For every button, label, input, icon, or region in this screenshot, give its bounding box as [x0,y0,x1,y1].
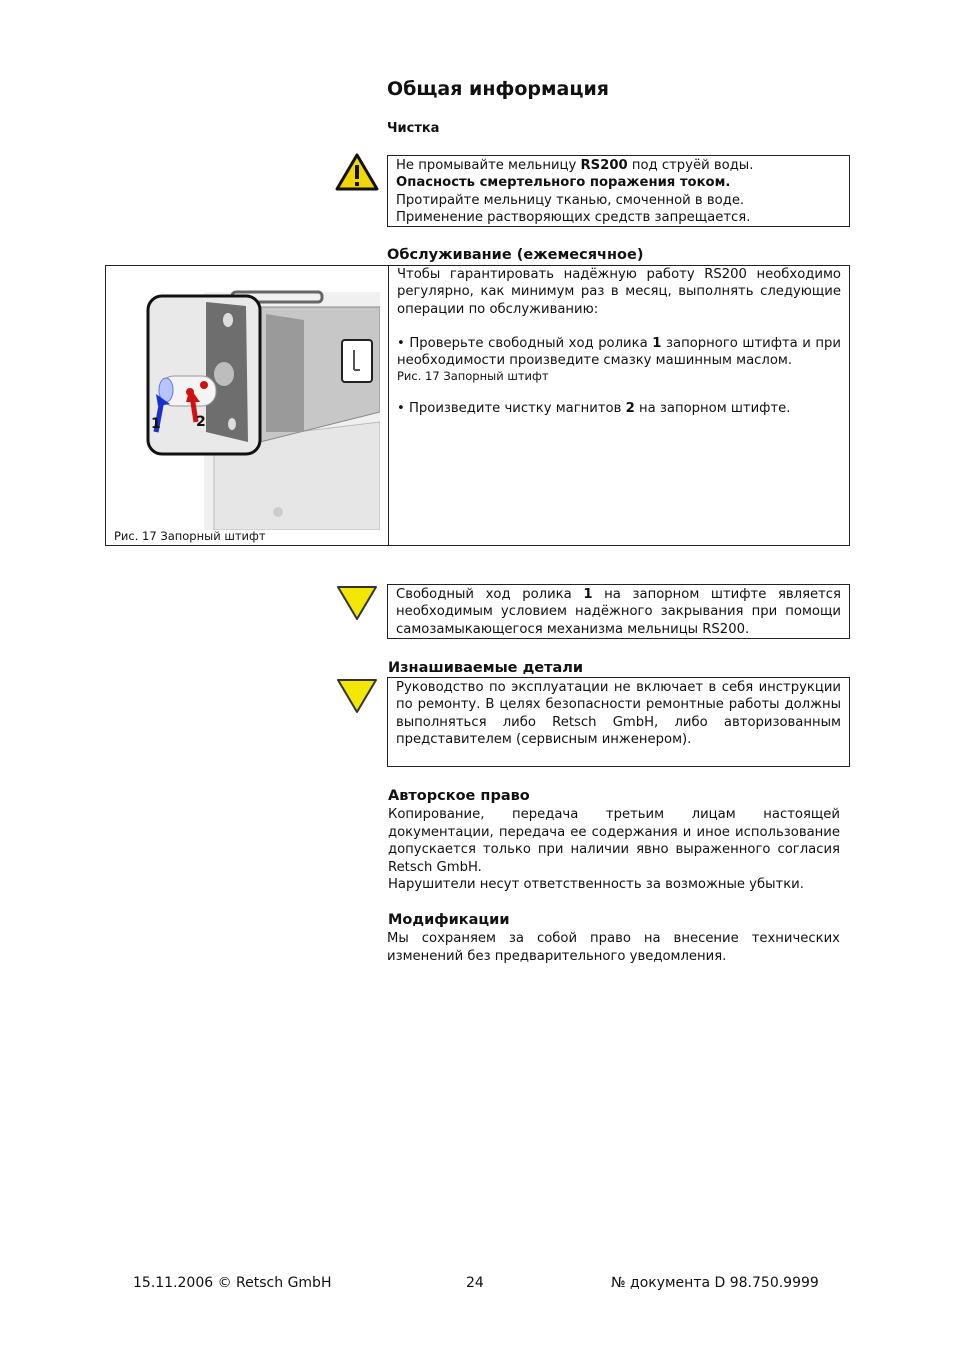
page-title: Общая информация [387,78,609,100]
maintenance-intro: Чтобы гарантировать надёжную работу RS200 необходимо регулярно, как минимум раз в месяц, выполнять следующие операции по обслуживанию: [397,267,841,317]
cleaning-line-3: Протирайте мельницу тканью, смоченной в воде. [396,192,745,208]
cleaning-line-4: Применение растворяющих средств запрещается. [396,209,751,225]
maintenance-bullet-2: • Произведите чистку магнитов 2 на запорном штифте. [397,401,791,417]
modifications-heading: Модификации [388,912,510,928]
cleaning-line-2: Опасность смертельного поражения током. [396,175,731,191]
copyright-text: Копирование, передача третьим лицам настоящей документации, передача ее содержания и иное использование допускается только при наличии явно выраженного согласия Retsch GmbH. [388,807,840,875]
modifications-text: Мы сохраняем за собой право на внесение технических изменений без предварительного уведомления. [387,931,840,964]
figure-label-2: 2 [196,414,206,430]
figure-label-1: 1 [151,416,161,432]
cleaning-line-1: Не промывайте мельницу RS200 под струёй воды. [396,158,754,173]
caution-triangle-icon [336,585,378,621]
copyright-body [388,806,840,894]
maintenance-bullet-1: • Проверьте свободный ход ролика 1 запорного штифта и при необходимости произведите смазку машинным маслом. [397,335,841,369]
wear-parts-heading: Изнашиваемые детали [388,660,584,676]
modifications-body [387,930,840,965]
figure-caption: Рис. 17 Запорный штифт [114,529,266,543]
caution-triangle-icon [336,678,378,714]
copyright-text-2: Нарушители несут ответственность за возможные убытки. [388,877,804,892]
cleaning-warning-box [387,155,850,227]
figure-cell [106,266,389,545]
maintenance-text-cell [397,266,841,418]
locking-pin-figure [144,282,380,530]
maintenance-heading: Обслуживание (ежемесячное) [387,247,644,263]
maintenance-table [105,265,850,546]
roller-notice-box [387,584,850,639]
roller-notice-text: Свободный ход ролика 1 на запорном штифте является необходимым условием надёжного закрывания при помощи самозамыкающегося механизма мельницы RS200. [396,587,841,637]
copyright-heading: Авторское право [388,788,530,804]
footer-document-number: № документа D 98.750.9999 [611,1275,819,1291]
warning-icon [335,153,379,191]
wear-parts-box [387,677,850,767]
cleaning-heading: Чистка [387,121,440,136]
maintenance-caption: Рис. 17 Запорный штифт [397,369,549,384]
footer-date-copyright: 15.11.2006 © Retsch GmbH [133,1275,332,1291]
wear-parts-text: Руководство по эксплуатации не включает в себя инструкции по ремонту. В целях безопасности ремонтные работы должны выполняться либо Retsch GmbH, либо авторизованным представителем (сервисным инженером). [396,680,841,747]
footer-page-number: 24 [466,1275,484,1291]
